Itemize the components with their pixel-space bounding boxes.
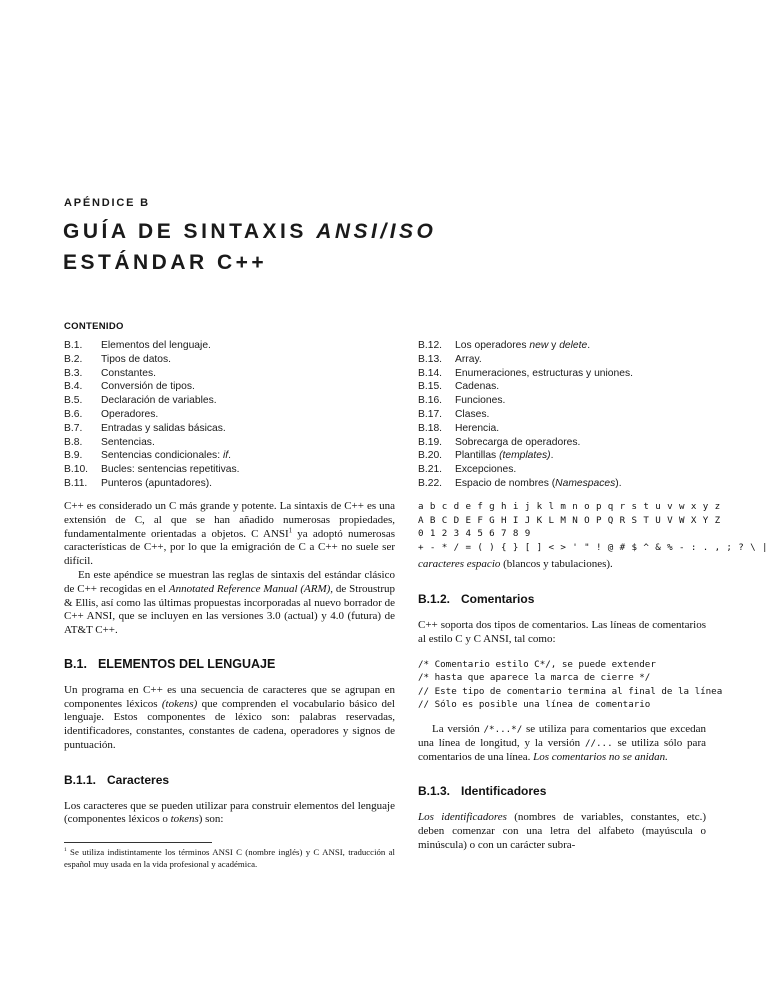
toc-item-number: B.13. bbox=[418, 353, 443, 365]
toc-item bbox=[64, 380, 404, 394]
section-heading-b1-number: B.1. bbox=[64, 656, 87, 671]
contents-list-left bbox=[64, 339, 404, 491]
charset-line: + - * / = ( ) { } [ ] < > ' " ! @ # $ ^ & % - : . , ; ? \ | bbox=[418, 541, 768, 553]
section-heading-b1 bbox=[64, 658, 395, 672]
toc-item bbox=[64, 477, 404, 491]
paragraph-b12-intro: C++ soporta dos tipos de comentarios. Las líneas de comentarios al estilo C y C ANSI, tal como: bbox=[418, 618, 706, 645]
toc-item-text: Sobrecarga de operadores. bbox=[455, 436, 581, 448]
toc-item-text: Cadenas. bbox=[455, 381, 500, 393]
toc-item-text: Constantes. bbox=[101, 367, 156, 379]
contents-heading: CONTENIDO bbox=[64, 321, 124, 332]
toc-item-text: Excepciones. bbox=[455, 464, 517, 476]
toc-item-number: B.7. bbox=[64, 422, 83, 434]
charset-line: 0 1 2 3 4 5 6 7 8 9 bbox=[418, 528, 531, 540]
appendix-kicker: APÉNDICE B bbox=[64, 197, 150, 209]
paragraph-b13-body: Los identificadores (nombres de variables, constantes, etc.) deben comenzar con una letra del alfabeto (mayúscula o minúscula) o con un carácter subra- bbox=[418, 811, 707, 851]
toc-item-number: B.11. bbox=[64, 477, 88, 489]
toc-item-text: Tipos de datos. bbox=[101, 353, 172, 365]
toc-item bbox=[418, 449, 718, 463]
toc-item-number: B.4. bbox=[64, 381, 83, 393]
code-line: /* hasta que aparece la marca de cierre */ bbox=[418, 672, 651, 684]
section-heading-b1-text: ELEMENTOS DEL LENGUAJE bbox=[97, 656, 276, 671]
toc-item-text: Punteros (apuntadores). bbox=[101, 477, 213, 489]
character-set-block bbox=[418, 500, 768, 554]
toc-item-text: Clases. bbox=[455, 408, 490, 420]
toc-item bbox=[418, 408, 718, 422]
toc-item-number: B.10. bbox=[64, 464, 89, 476]
toc-item-text: Funciones. bbox=[455, 395, 506, 407]
toc-item-number: B.21. bbox=[418, 464, 443, 476]
toc-item-number: B.12. bbox=[418, 340, 443, 351]
toc-item bbox=[418, 463, 718, 477]
toc-item-text: Enumeraciones, estructuras y uniones. bbox=[455, 367, 633, 379]
section-heading-b12-text: Comentarios bbox=[461, 592, 535, 607]
charset-line: A B C D E F G H I J K L M N O P Q R S T U V W X Y Z bbox=[418, 514, 721, 526]
toc-item bbox=[64, 422, 404, 436]
toc-item bbox=[418, 436, 718, 450]
paragraph-intro-2: En este apéndice se muestran las reglas de sintaxis del estándar clásico de C++ recogidas en el Annotated Reference Manual (ARM), de Stroustrup & Ellis, así como las últimas propuestas incorporadas al nuevo borrador de C++ ANSI, que se incluyen en las versiones 3.0 (actual) y 4.0 (futura) de AT&T C++. bbox=[64, 568, 395, 637]
toc-item bbox=[418, 422, 718, 436]
toc-item bbox=[64, 408, 404, 422]
toc-item bbox=[418, 353, 718, 367]
toc-item bbox=[64, 367, 404, 381]
toc-item bbox=[418, 339, 718, 353]
page-title-line2: ESTÁNDAR C++ bbox=[63, 251, 268, 274]
toc-item-number: B.15. bbox=[418, 381, 443, 393]
toc-item-number: B.5. bbox=[64, 395, 83, 407]
toc-item bbox=[64, 436, 404, 450]
toc-item-number: B.3. bbox=[64, 367, 83, 379]
paragraph-b1-body: Un programa en C++ es una secuencia de caracteres que se agrupan en componentes léxicos (tokens) que comprenden el vocabulario básico del lenguaje. Estos componentes de léxico son: palabras reservadas, identificadores, constantes, constantes de cadena, operadores y signos de puntuación. bbox=[64, 683, 395, 751]
section-heading-b13 bbox=[418, 785, 706, 799]
toc-item bbox=[418, 477, 718, 491]
footnote-text: $^1$ Se utiliza indistintamente los términos ANSI C (nombre inglés) y C ANSI, traducción al español muy usada en la vida profesional y académica. bbox=[64, 847, 395, 869]
charset-caption: caracteres espacio (blancos y tabulaciones). bbox=[418, 558, 613, 571]
code-line: // Este tipo de comentario termina al final de la línea bbox=[418, 685, 723, 697]
section-heading-b13-number: B.1.3. bbox=[418, 784, 451, 799]
toc-item-number: B.9. bbox=[64, 450, 83, 462]
toc-item-number: B.20. bbox=[418, 450, 443, 462]
section-heading-b11 bbox=[64, 774, 395, 788]
section-heading-b12 bbox=[418, 593, 706, 607]
toc-item-text: Operadores. bbox=[101, 408, 159, 420]
toc-item-number: B.18. bbox=[418, 422, 443, 434]
toc-item-text: Declaración de variables. bbox=[101, 395, 217, 407]
toc-item-text: Espacio de nombres (Namespaces). bbox=[455, 477, 622, 489]
toc-item-number: B.6. bbox=[64, 408, 83, 420]
body-right-column bbox=[418, 500, 768, 853]
contents-list-right bbox=[418, 339, 718, 491]
toc-item bbox=[64, 463, 404, 477]
toc-item bbox=[64, 353, 404, 367]
page-title-line1: GUÍA DE SINTAXIS ANSI/ISO bbox=[63, 220, 437, 243]
toc-item bbox=[64, 394, 404, 408]
toc-item-number: B.17. bbox=[418, 408, 443, 420]
paragraph-b11-body: Los caracteres que se pueden utilizar para construir elementos del lenguaje (componentes léxicos o tokens) son: bbox=[64, 799, 395, 826]
toc-item-number: B.2. bbox=[64, 353, 83, 365]
paragraph-b12-body: La versión /*...*/ se utiliza para comentarios que excedan una línea de longitud, y la versión //... se utiliza sólo para comentarios de una línea. Los comentarios no se anidan. bbox=[418, 722, 706, 763]
toc-item bbox=[418, 394, 718, 408]
comment-code-block bbox=[418, 658, 723, 712]
toc-item-text: Herencia. bbox=[455, 422, 500, 434]
toc-item-text: Array. bbox=[455, 353, 482, 365]
toc-item-number: B.8. bbox=[64, 436, 83, 448]
toc-item-text: Los operadores new y delete. bbox=[455, 340, 591, 351]
section-heading-b11-number: B.1.1. bbox=[64, 772, 97, 787]
toc-item bbox=[64, 339, 404, 353]
toc-item-number: B.22. bbox=[418, 477, 443, 489]
toc-item bbox=[418, 380, 718, 394]
toc-item-text: Sentencias. bbox=[101, 436, 155, 448]
toc-item-text: Sentencias condicionales: if. bbox=[101, 450, 231, 462]
toc-item-text: Elementos del lenguaje. bbox=[101, 340, 211, 351]
section-heading-b13-text: Identificadores bbox=[461, 784, 547, 799]
charset-line: a b c d e f g h i j k l m n o p q r s t u v w x y z bbox=[418, 501, 721, 512]
paragraph-intro-1: C++ es considerado un C más grande y potente. La sintaxis de C++ es una extensión de C, al que se han añadido numerosas propiedades, fundamentalmente orientadas a objetos. C ANSI$^1$ ya adoptó numerosas características de C++, por lo que la emigración de C a C++ no suele ser difícil. bbox=[64, 500, 395, 568]
footnote-rule bbox=[64, 842, 212, 843]
toc-item-text: Entradas y salidas básicas. bbox=[101, 422, 226, 434]
toc-item-text: Conversión de tipos. bbox=[101, 381, 195, 393]
code-line: /* Comentario estilo C*/, se puede extender bbox=[418, 658, 656, 670]
toc-item bbox=[418, 367, 718, 381]
section-heading-b11-text: Caracteres bbox=[107, 772, 170, 787]
code-line: // Sólo es posible una línea de comentario bbox=[418, 699, 651, 711]
body-left-column bbox=[64, 500, 395, 870]
section-heading-b12-number: B.1.2. bbox=[418, 592, 451, 607]
toc-item-number: B.1. bbox=[64, 340, 83, 351]
toc-item-number: B.16. bbox=[418, 395, 443, 407]
toc-item-text: Plantillas (templates). bbox=[455, 450, 554, 462]
toc-item bbox=[64, 449, 404, 463]
toc-item-number: B.14. bbox=[418, 367, 443, 379]
toc-item-number: B.19. bbox=[418, 436, 443, 448]
toc-item-text: Bucles: sentencias repetitivas. bbox=[101, 464, 240, 476]
page-title bbox=[63, 216, 436, 278]
